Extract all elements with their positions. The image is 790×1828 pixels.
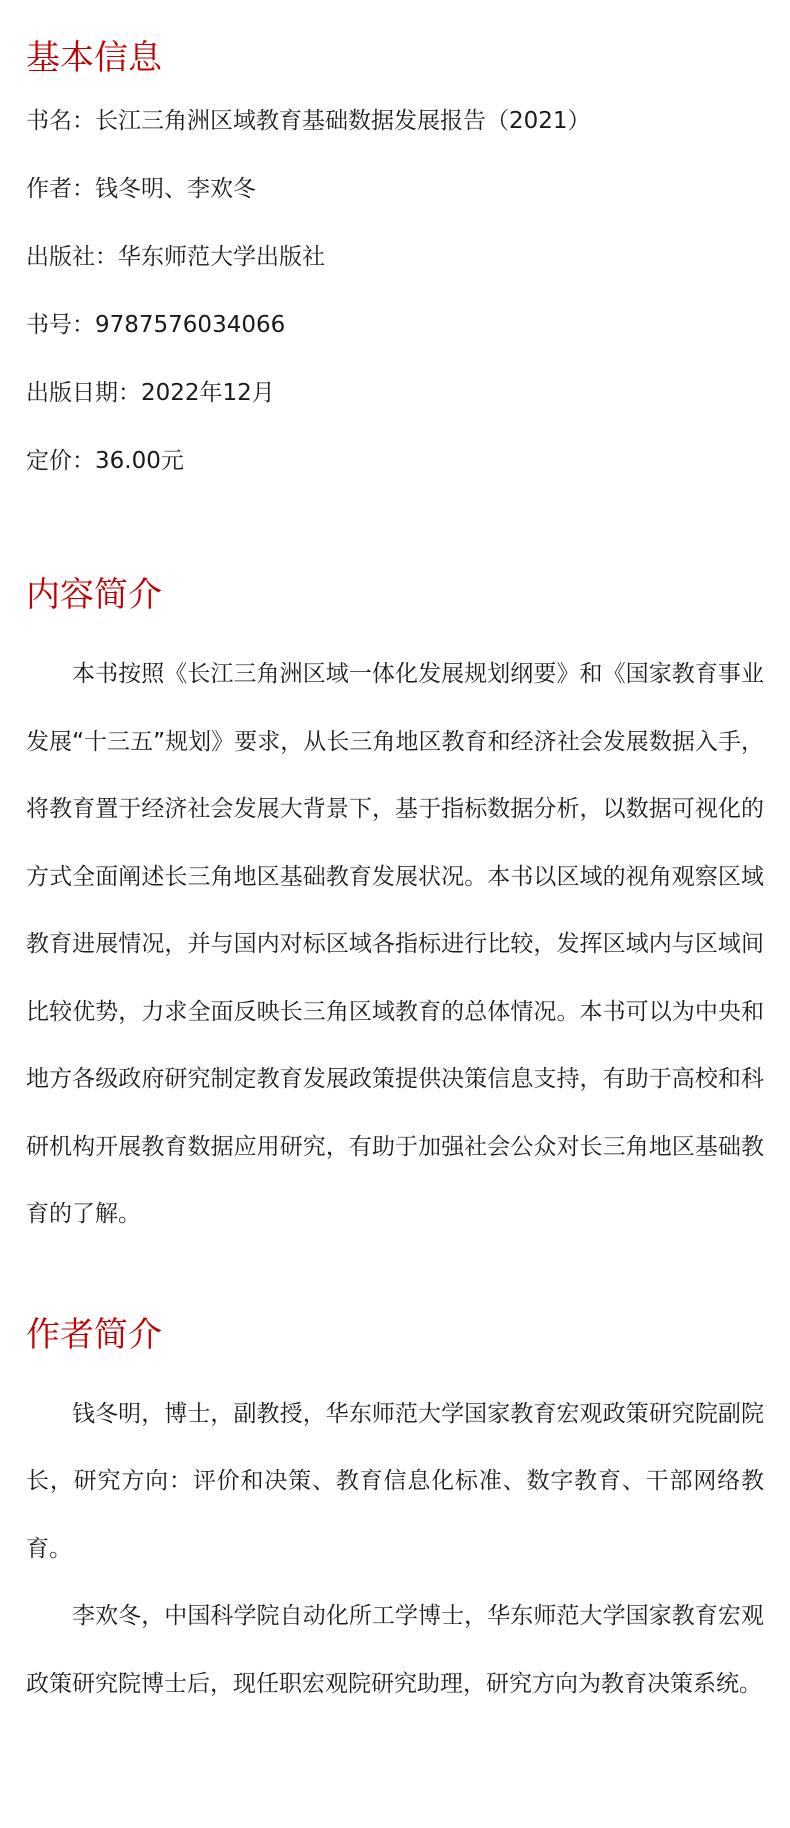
basic-info-heading: 基本信息 (26, 38, 162, 78)
author-line: 作者：钱冬明、李欢冬 (26, 176, 256, 202)
author-bio-paragraph: 李欢冬，中国科学院自动化所工学博士，华东师范大学国家教育宏观政策研究院博士后，现任职宏观院研究助理，研究方向为教育决策系统。 (26, 1603, 764, 1697)
summary-paragraph: 本书按照《长江三角洲区域一体化发展规划纲要》和《国家教育事业发展“十三五”规划》要求，从长三角地区教育和经济社会发展数据入手，将教育置于经济社会发展大背景下，基于指标数据分析，以数据可视化的方式全面阐述长三角地区基础教育发展状况。本书以区域的视角观察区域教育进展情况，并与国内对标区域各指标进行比较，发挥区域内与区域间比较优势，力求全面反映长三角区域教育的总体情况。本书可以为中央和地方各级政府研究制定教育发展政策提供决策信息支持，有助于高校和科研机构开展教育数据应用研究，有助于加强社会公众对长三角地区基础教育的了解。 (26, 661, 764, 1227)
book-title-line: 书名：长江三角洲区域教育基础数据发展报告（2021） (26, 108, 591, 134)
summary-section (26, 575, 764, 1249)
author-intro-section (26, 1315, 764, 1719)
price-line: 定价：36.00元 (26, 448, 184, 474)
publish-date-line: 出版日期：2022年12月 (26, 380, 275, 406)
isbn-line: 书号：9787576034066 (26, 312, 286, 338)
author-intro-heading: 作者简介 (26, 1314, 162, 1355)
author-bio-paragraph: 钱冬明，博士，副教授，华东师范大学国家教育宏观政策研究院副院长，研究方向：评价和决策、教育信息化标准、数字教育、干部网络教育。 (26, 1400, 764, 1562)
summary-heading: 内容简介 (26, 575, 162, 615)
basic-info-section (26, 0, 764, 512)
publisher-line: 出版社：华东师范大学出版社 (26, 244, 325, 270)
